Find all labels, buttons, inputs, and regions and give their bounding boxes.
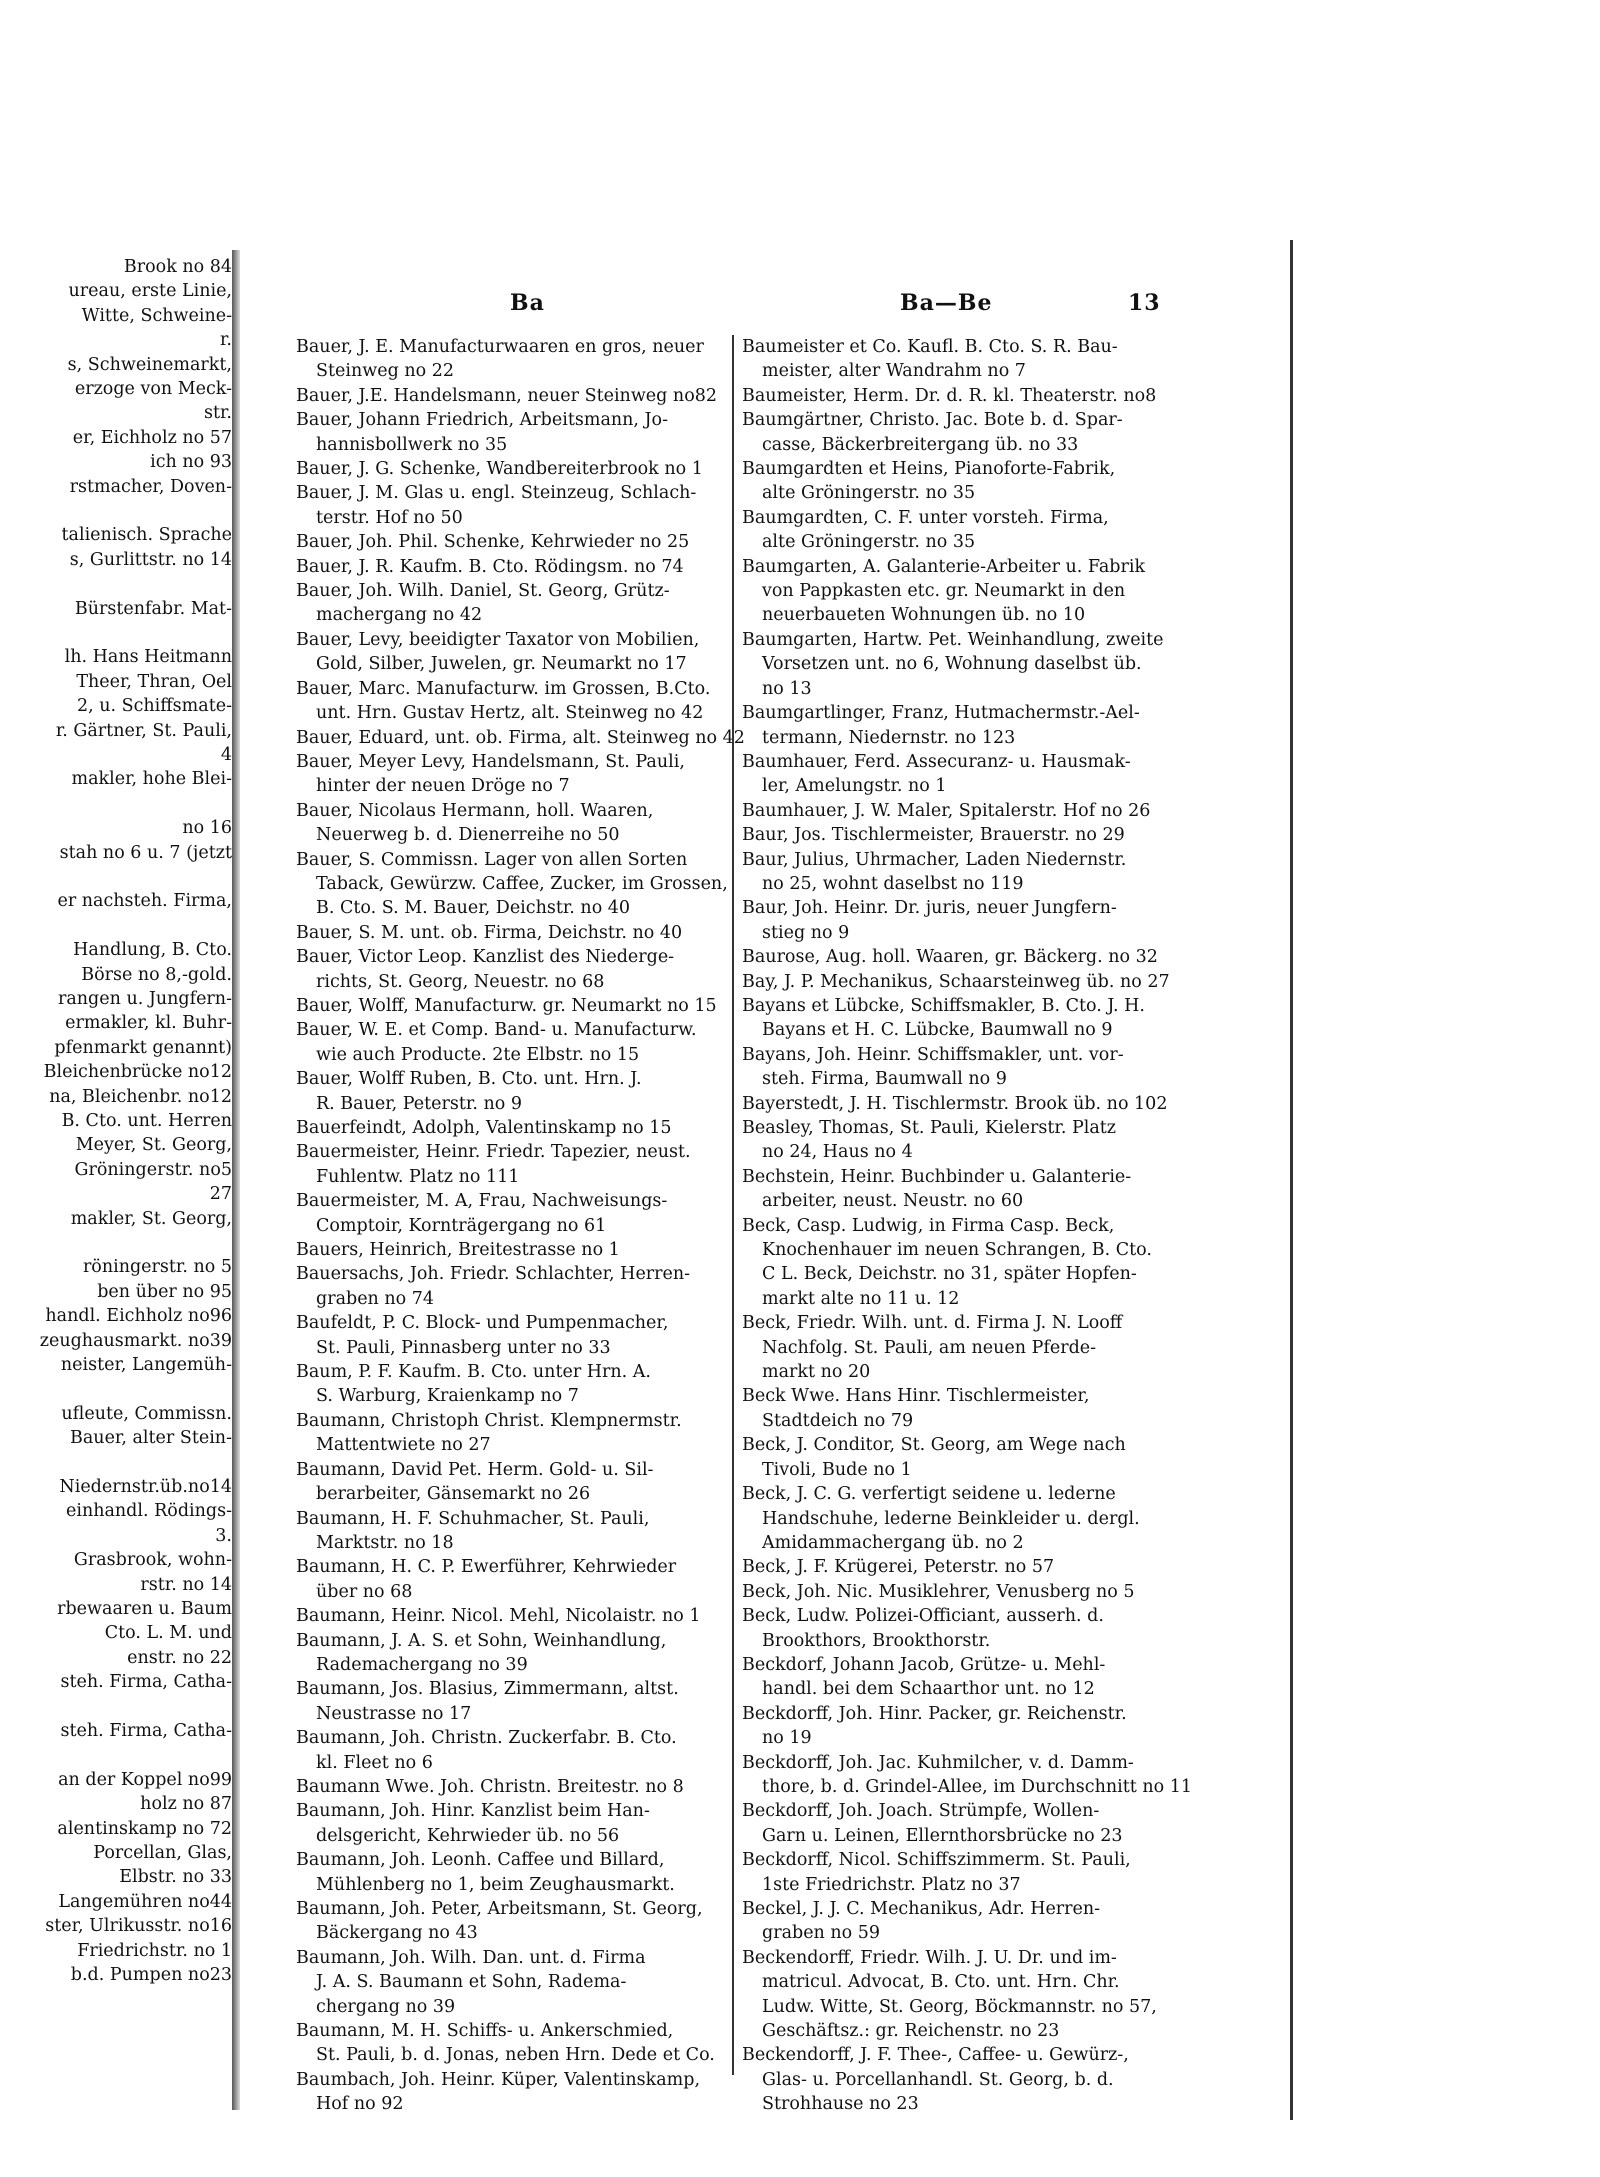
- directory-entry: [296, 1604, 756, 1628]
- left-fragment-line: b.d. Pumpen no23: [70, 1965, 232, 1985]
- entry-continuation-line: Comptoir, Kornträgergang no 61: [316, 1215, 607, 1236]
- directory-entry: [296, 628, 756, 677]
- entry-first-line: Bauer, Levy, beeidigter Taxator von Mobilien,: [296, 629, 700, 650]
- entry-first-line: Baumann, H. F. Schuhmacher, St. Pauli,: [296, 1508, 650, 1529]
- directory-column-left: [296, 335, 756, 2117]
- left-fragment-line: rstr. no 14: [140, 1574, 232, 1595]
- entry-first-line: Beckendorff, Friedr. Wilh. J. U. Dr. und im-: [742, 1947, 1117, 1968]
- directory-entry: [296, 799, 756, 848]
- entry-first-line: Bauer, W. E. et Comp. Band- u. Manufacturw.: [296, 1020, 697, 1041]
- entry-first-line: Bauerfeindt, Adolph, Valentinskamp no 15: [296, 1118, 672, 1138]
- entry-first-line: Baur, Joh. Heinr. Dr. juris, neuer Jungfern-: [742, 898, 1117, 919]
- entry-first-line: Bauer, S. M. unt. ob. Firma, Deichstr. no 40: [296, 922, 683, 943]
- left-fragment-line: ster, Ulrikusstr. no16: [45, 1916, 232, 1937]
- directory-entry: [742, 1604, 1202, 1653]
- entry-first-line: Beck, J. C. G. verfertigt seidene u. lederne: [742, 1484, 1116, 1505]
- directory-entry: [742, 1384, 1202, 1433]
- entry-continuation-line: termann, Niedernstr. no 123: [762, 727, 1016, 748]
- left-fragment-line: B. Cto. unt. Herren: [61, 1111, 232, 1131]
- entry-continuation-line: Stadtdeich no 79: [762, 1410, 914, 1431]
- entry-first-line: Bauermeister, M. A, Frau, Nachweisungs-: [296, 1191, 668, 1212]
- left-fragment-line: Niedernstr.üb.no14: [59, 1477, 232, 1497]
- left-fragment-line: s, Schweinemarkt,: [67, 354, 232, 375]
- entry-continuation-line: Taback, Gewürzw. Caffee, Zucker, im Grossen,: [316, 873, 728, 894]
- entry-first-line: Bauer, Johann Friedrich, Arbeitsmann, Jo-: [296, 410, 669, 431]
- entry-continuation-line: C L. Beck, Deichstr. no 31, später Hopfen-: [762, 1264, 1137, 1285]
- directory-entry: [296, 677, 756, 726]
- directory-entry: [296, 848, 756, 921]
- directory-column-right: [732, 335, 1202, 2115]
- directory-entry: [296, 1726, 756, 1775]
- left-fragment-line: r.: [219, 330, 232, 351]
- directory-entry: [296, 750, 756, 799]
- directory-entry: [296, 408, 756, 457]
- directory-entry: [296, 1555, 756, 1604]
- header-right: Ba—Be: [900, 290, 993, 316]
- entry-continuation-line: chergang no 39: [316, 1996, 456, 2017]
- left-fragment-line: 27: [209, 1184, 232, 1205]
- entry-continuation-line: ler, Amelungstr. no 1: [762, 776, 947, 797]
- entry-first-line: Baumann, David Pet. Herm. Gold- u. Sil-: [296, 1459, 654, 1480]
- directory-entry: [296, 921, 756, 945]
- directory-entry: [742, 1653, 1202, 1702]
- entry-first-line: Baumgardten, C. F. unter vorsteh. Firma,: [742, 507, 1109, 528]
- left-fragment-line: enstr. no 22: [127, 1647, 232, 1668]
- left-fragment-line: Witte, Schweine-: [81, 305, 232, 326]
- entry-first-line: Baur, Jos. Tischlermeister, Brauerstr. no 29: [742, 825, 1125, 846]
- entry-continuation-line: delsgericht, Kehrwieder üb. no 56: [316, 1825, 620, 1846]
- directory-entry: [742, 1043, 1202, 1092]
- directory-entry: [742, 750, 1202, 799]
- entry-first-line: Bauer, J. G. Schenke, Wandbereiterbrook no 1: [296, 459, 703, 480]
- entry-continuation-line: 1ste Friedrichstr. Platz no 37: [762, 1874, 1021, 1895]
- entry-continuation-line: no 24, Haus no 4: [762, 1142, 913, 1163]
- left-fragment-line: 2, u. Schiffsmate-: [76, 696, 232, 717]
- left-fragment-line: einhandl. Rödings-: [65, 1501, 232, 1522]
- entry-first-line: Baumgardten et Heins, Pianoforte-Fabrik,: [742, 459, 1116, 480]
- entry-first-line: Baumgarten, Hartw. Pet. Weinhandlung, zweite: [742, 629, 1164, 650]
- entry-continuation-line: von Pappkasten etc. gr. Neumarkt in den: [762, 581, 1126, 602]
- directory-entry: [742, 1751, 1202, 1800]
- directory-entry: [742, 384, 1202, 408]
- left-fragment-line: ben über no 95: [97, 1281, 232, 1302]
- directory-entry: [296, 1238, 756, 1262]
- left-fragment-line: Meyer, St. Georg,: [75, 1135, 232, 1156]
- entry-first-line: Bayans, Joh. Heinr. Schiffsmakler, unt. vor-: [742, 1044, 1124, 1065]
- left-fragment-line: ich no 93: [150, 452, 232, 473]
- directory-entry: [742, 1433, 1202, 1482]
- entry-continuation-line: machergang no 42: [316, 605, 483, 626]
- entry-continuation-line: meister, alter Wandrahm no 7: [762, 361, 1026, 382]
- directory-entry: [296, 1360, 756, 1409]
- entry-first-line: Beckel, J. J. C. Mechanikus, Adr. Herren-: [742, 1899, 1101, 1919]
- entry-continuation-line: alte Gröningerstr. no 35: [762, 483, 976, 504]
- entry-continuation-line: markt no 20: [762, 1362, 871, 1383]
- left-fragment-line: ermakler, kl. Buhr-: [65, 1013, 232, 1034]
- entry-first-line: Bauer, S. Commissn. Lager von allen Sorten: [296, 849, 688, 870]
- directory-entry: [742, 1848, 1202, 1897]
- entry-first-line: Bauermeister, Heinr. Friedr. Tapezier, neust.: [296, 1142, 691, 1163]
- entry-continuation-line: handl. bei dem Schaarthor unt. no 12: [762, 1679, 1095, 1700]
- entry-continuation-line: Mühlenberg no 1, beim Zeughausmarkt.: [316, 1874, 675, 1895]
- entry-continuation-line: Hof no 92: [316, 2094, 404, 2115]
- entry-first-line: Bauer, Wolff Ruben, B. Cto. unt. Hrn. J.: [296, 1069, 642, 1090]
- entry-first-line: Baumhauer, J. W. Maler, Spitalerstr. Hof no 26: [742, 800, 1151, 821]
- directory-entry: [296, 1799, 756, 1848]
- left-fragment-line: 3.: [215, 1525, 232, 1546]
- left-fragment-line: Theer, Thran, Oel: [76, 671, 232, 692]
- entry-continuation-line: S. Warburg, Kraienkamp no 7: [316, 1386, 579, 1407]
- entry-first-line: Baumann, H. C. P. Ewerführer, Kehrwieder: [296, 1557, 677, 1578]
- entry-first-line: Beck, Ludw. Polizei-Officiant, ausserh. d.: [742, 1606, 1104, 1627]
- entry-first-line: Baumbach, Joh. Heinr. Küper, Valentinskamp,: [296, 2069, 701, 2090]
- directory-entry: [742, 1897, 1202, 1946]
- entry-continuation-line: casse, Bäckerbreitergang üb. no 33: [762, 434, 1079, 455]
- entry-continuation-line: no 19: [762, 1728, 812, 1749]
- left-fragment-line: Grasbrook, wohn-: [73, 1550, 232, 1571]
- entry-continuation-line: Brookthors, Brookthorstr.: [762, 1630, 991, 1651]
- entry-first-line: Baumann, Christoph Christ. Klempnermstr.: [296, 1410, 682, 1431]
- directory-entry: [742, 457, 1202, 506]
- left-fragment-line: Brook no 84: [123, 257, 232, 277]
- entry-continuation-line: matricul. Advocat, B. Cto. unt. Hrn. Chr.: [762, 1972, 1120, 1993]
- entry-first-line: Bauer, Meyer Levy, Handelsmann, St. Pauli,: [296, 751, 685, 772]
- directory-entry: [296, 1067, 756, 1116]
- left-fragment-line: rstmacher, Doven-: [69, 476, 232, 497]
- directory-entry: [742, 1580, 1202, 1604]
- entry-continuation-line: Geschäftsz.: gr. Reichenstr. no 23: [762, 2021, 1060, 2042]
- left-fragment-line: röningerstr. no 5: [82, 1257, 232, 1278]
- entry-first-line: Beasley, Thomas, St. Pauli, Kielerstr. Platz: [742, 1118, 1117, 1138]
- entry-first-line: Beckdorf, Johann Jacob, Grütze- u. Mehl-: [742, 1654, 1106, 1675]
- entry-first-line: Bechstein, Heinr. Buchbinder u. Galanterie-: [742, 1166, 1132, 1187]
- entry-first-line: Bauer, Joh. Phil. Schenke, Kehrwieder no 25: [296, 532, 690, 553]
- directory-entry: [742, 1482, 1202, 1555]
- entry-first-line: Baur, Julius, Uhrmacher, Laden Niedernstr.: [742, 849, 1127, 870]
- directory-entry: [742, 2043, 1202, 2116]
- directory-entry: [742, 848, 1202, 897]
- directory-entry: [742, 1165, 1202, 1214]
- entry-first-line: Baumann, J. A. S. et Sohn, Weinhandlung,: [296, 1630, 667, 1651]
- entry-continuation-line: Glas- u. Porcellanhandl. St. Georg, b. d.: [762, 2069, 1114, 2090]
- left-fragment-line: r. Gärtner, St. Pauli,: [55, 720, 232, 741]
- left-fragment-line: Friedrichstr. no 1: [77, 1940, 232, 1961]
- entry-first-line: Beck Wwe. Hans Hinr. Tischlermeister,: [742, 1386, 1090, 1407]
- left-fragment-line: Handlung, B. Cto.: [73, 940, 232, 961]
- left-fragment-line: Cto. L. M. und: [104, 1623, 232, 1644]
- entry-first-line: Baumann, Heinr. Nicol. Mehl, Nicolaistr. no 1: [296, 1606, 701, 1627]
- entry-first-line: Beck, J. F. Krügerei, Peterstr. no 57: [742, 1557, 1055, 1578]
- entry-continuation-line: Strohhause no 23: [762, 2094, 919, 2115]
- entry-continuation-line: Bayans et H. C. Lübcke, Baumwall no 9: [762, 1020, 1113, 1041]
- left-fragment-line: Elbstr. no 33: [119, 1867, 232, 1888]
- entry-first-line: Baumann Wwe. Joh. Christn. Breitestr. no 8: [296, 1776, 684, 1797]
- entry-continuation-line: St. Pauli, Pinnasberg unter no 33: [316, 1337, 611, 1358]
- entry-first-line: Bauer, Wolff, Manufacturw. gr. Neumarkt no 15: [296, 995, 717, 1016]
- directory-entry: [296, 457, 756, 481]
- entry-continuation-line: Neustrasse no 17: [316, 1703, 472, 1724]
- entry-continuation-line: neuerbaueten Wohnungen üb. no 10: [762, 605, 1086, 626]
- entry-continuation-line: über no 68: [316, 1581, 413, 1602]
- entry-continuation-line: Marktstr. no 18: [316, 1532, 454, 1553]
- entry-continuation-line: Mattentwiete no 27: [316, 1435, 491, 1456]
- entry-continuation-line: kl. Fleet no 6: [316, 1752, 433, 1773]
- entry-continuation-line: hinter der neuen Dröge no 7: [316, 776, 570, 797]
- directory-entry: [742, 408, 1202, 457]
- entry-first-line: Beckendorff, J. F. Thee-, Caffee- u. Gewürz-,: [742, 2045, 1129, 2066]
- directory-entry: [296, 1677, 756, 1726]
- directory-entry: [742, 555, 1202, 628]
- left-fragment-line: Börse no 8,-gold.: [81, 964, 232, 985]
- left-fragment-line: erzoge von Meck-: [74, 379, 232, 399]
- entry-continuation-line: Knochenhauer im neuen Schrangen, B. Cto.: [762, 1240, 1152, 1261]
- directory-entry: [742, 1799, 1202, 1848]
- left-fragment-line: s, Gurlittstr. no 14: [69, 549, 232, 570]
- entry-first-line: Bayerstedt, J. H. Tischlermstr. Brook üb. no 102: [742, 1093, 1168, 1114]
- entry-continuation-line: Fuhlentw. Platz no 111: [316, 1166, 520, 1187]
- directory-entry: [296, 2068, 756, 2117]
- left-fragment-line: steh. Firma, Catha-: [60, 1721, 232, 1741]
- left-fragment-line: pfenmarkt genannt): [54, 1037, 232, 1058]
- entry-continuation-line: terstr. Hof no 50: [316, 507, 463, 528]
- directory-entry: [296, 1946, 756, 2019]
- entry-continuation-line: Amidammachergang üb. no 2: [762, 1532, 1024, 1553]
- entry-first-line: Beck, Friedr. Wilh. unt. d. Firma J. N. Looff: [742, 1313, 1123, 1334]
- entry-continuation-line: Handschuhe, lederne Beinkleider u. dergl.: [762, 1508, 1140, 1529]
- entry-continuation-line: J. A. S. Baumann et Sohn, Radema-: [316, 1972, 627, 1993]
- directory-entry: [296, 384, 756, 408]
- directory-entry: [296, 945, 756, 994]
- directory-entry: [296, 1507, 756, 1556]
- entry-first-line: Baumgartlinger, Franz, Hutmachermstr.-Ael-: [742, 703, 1140, 724]
- entry-first-line: Baufeldt, P. C. Block- und Pumpenmacher,: [296, 1313, 669, 1334]
- entry-continuation-line: Bäckergang no 43: [316, 1923, 478, 1944]
- directory-entry: [742, 1946, 1202, 2044]
- left-fragment-line: Porcellan, Glas,: [93, 1843, 232, 1863]
- entry-continuation-line: Tivoli, Bude no 1: [762, 1459, 912, 1480]
- entry-first-line: Beck, Joh. Nic. Musiklehrer, Venusberg no 5: [742, 1581, 1135, 1602]
- entry-first-line: Beck, Casp. Ludwig, in Firma Casp. Beck,: [742, 1215, 1115, 1236]
- left-fragment-line: ureau, erste Linie,: [68, 281, 232, 302]
- directory-entry: [742, 1702, 1202, 1751]
- entry-continuation-line: markt alte no 11 u. 12: [762, 1288, 960, 1309]
- entry-continuation-line: berarbeiter, Gänsemarkt no 26: [316, 1484, 591, 1505]
- entry-continuation-line: Rademachergang no 39: [316, 1654, 528, 1675]
- left-fragment-line: makler, St. Georg,: [70, 1208, 232, 1229]
- entry-first-line: Baumeister, Herm. Dr. d. R. kl. Theaterstr. no8: [742, 385, 1157, 406]
- left-fragment-line: alentinskamp no 72: [57, 1818, 232, 1839]
- entry-first-line: Bauer, J. R. Kaufm. B. Cto. Rödingsm. no 74: [296, 556, 684, 577]
- directory-entry: [296, 1897, 756, 1946]
- directory-entry: [742, 335, 1202, 384]
- left-fragment-line: steh. Firma, Catha-: [60, 1672, 232, 1693]
- entry-continuation-line: graben no 59: [762, 1923, 881, 1944]
- left-fragment-line: Bauer, alter Stein-: [70, 1428, 232, 1449]
- entry-first-line: Bauersachs, Joh. Friedr. Schlachter, Herren-: [296, 1264, 691, 1285]
- entry-first-line: Baumgärtner, Christo. Jac. Bote b. d. Spar-: [742, 410, 1123, 431]
- header-left: Ba: [510, 290, 545, 316]
- left-fragment-line: ufleute, Commissn.: [61, 1403, 232, 1424]
- left-fragment-line: Bürstenfabr. Mat-: [74, 598, 232, 619]
- entry-first-line: Bauer, Eduard, unt. ob. Firma, alt. Steinweg no 42: [296, 727, 745, 748]
- entry-continuation-line: no 13: [762, 678, 812, 699]
- entry-first-line: Baumgarten, A. Galanterie-Arbeiter u. Fabrik: [742, 556, 1146, 577]
- left-fragment-line: Bleichenbrücke no12: [43, 1062, 232, 1083]
- left-fragment-line: er nachsteh. Firma,: [57, 891, 232, 912]
- entry-continuation-line: alte Gröningerstr. no 35: [762, 532, 976, 553]
- entry-first-line: Beckdorff, Nicol. Schiffszimmerm. St. Pauli,: [742, 1850, 1131, 1871]
- directory-entry: [742, 1555, 1202, 1579]
- directory-entry: [296, 1262, 756, 1311]
- entry-first-line: Bauer, Victor Leop. Kanzlist des Niederge-: [296, 947, 675, 968]
- left-fragment-line: lh. Hans Heitmann: [64, 647, 232, 668]
- directory-entry: [296, 555, 756, 579]
- entry-first-line: Beckdorff, Joh. Jac. Kuhmilcher, v. d. Damm-: [742, 1752, 1134, 1773]
- entry-continuation-line: wie auch Producte. 2te Elbstr. no 15: [316, 1044, 640, 1065]
- entry-continuation-line: richts, St. Georg, Neuestr. no 68: [316, 971, 605, 992]
- directory-entry: [296, 1140, 756, 1189]
- entry-first-line: Baumann, Joh. Peter, Arbeitsmann, St. Georg,: [296, 1899, 703, 1919]
- entry-first-line: Bauers, Heinrich, Breitestrasse no 1: [296, 1240, 620, 1261]
- left-fragment-line: stah no 6 u. 7 (jetzt: [59, 842, 232, 863]
- directory-entry: [296, 335, 756, 384]
- entry-continuation-line: Garn u. Leinen, Ellernthorsbrücke no 23: [762, 1825, 1123, 1846]
- entry-continuation-line: hannisbollwerk no 35: [316, 434, 508, 455]
- left-fragment-line: Langemühren no44: [58, 1891, 232, 1912]
- entry-continuation-line: St. Pauli, b. d. Jonas, neben Hrn. Dede et Co.: [316, 2045, 715, 2066]
- left-page-fragment: [0, 255, 234, 2105]
- directory-entry: [296, 1775, 756, 1799]
- entry-first-line: Bayans et Lübcke, Schiffsmakler, B. Cto. J. H.: [742, 995, 1145, 1016]
- directory-entry: [742, 994, 1202, 1043]
- left-fragment-line: holz no 87: [140, 1794, 232, 1815]
- directory-entry: [742, 799, 1202, 823]
- directory-entry: [296, 726, 756, 750]
- entry-first-line: Baumeister et Co. Kaufl. B. Cto. S. R. Bau-: [742, 337, 1118, 357]
- entry-first-line: Bauer, J. M. Glas u. engl. Steinzeug, Schlach-: [296, 483, 697, 504]
- left-fragment-line: neister, Langemüh-: [60, 1355, 232, 1375]
- entry-first-line: Beckdorff, Joh. Hinr. Packer, gr. Reichenstr.: [742, 1703, 1127, 1724]
- entry-continuation-line: Gold, Silber, Juwelen, gr. Neumarkt no 17: [316, 654, 687, 675]
- directory-entry: [742, 701, 1202, 750]
- directory-entry: [296, 1189, 756, 1238]
- left-fragment-line: Gröningerstr. no5: [74, 1159, 232, 1180]
- directory-entry: [742, 1311, 1202, 1384]
- directory-entry: [296, 1458, 756, 1507]
- entry-first-line: Baumann, Joh. Leonh. Caffee und Billard,: [296, 1850, 665, 1871]
- directory-entry: [742, 945, 1202, 969]
- entry-first-line: Baumann, Jos. Blasius, Zimmermann, altst.: [296, 1679, 679, 1700]
- entry-first-line: Beck, J. Conditor, St. Georg, am Wege nach: [742, 1435, 1126, 1456]
- directory-entry: [296, 481, 756, 530]
- entry-first-line: Bay, J. P. Mechanikus, Schaarsteinweg üb. no 27: [742, 971, 1170, 992]
- left-fragment-line: no 16: [182, 818, 232, 839]
- directory-entry: [296, 1311, 756, 1360]
- entry-continuation-line: Ludw. Witte, St. Georg, Böckmannstr. no 57,: [762, 1996, 1157, 2017]
- entry-first-line: Bauer, J.E. Handelsmann, neuer Steinweg no82: [296, 385, 718, 406]
- directory-entry: [742, 1092, 1202, 1116]
- entry-first-line: Bauer, J. E. Manufacturwaaren en gros, neuer: [296, 337, 704, 357]
- left-fragment-line: na, Bleichenbr. no12: [49, 1086, 232, 1107]
- left-fragment-line: talienisch. Sprache: [61, 525, 232, 546]
- entry-first-line: Baum, P. F. Kaufm. B. Cto. unter Hrn. A.: [296, 1362, 651, 1383]
- entry-continuation-line: Vorsetzen unt. no 6, Wohnung daselbst üb.: [762, 654, 1142, 675]
- directory-entry: [296, 2019, 756, 2068]
- page-number: 13: [1128, 290, 1161, 316]
- directory-entry: [296, 1116, 756, 1140]
- entry-continuation-line: thore, b. d. Grindel-Allee, im Durchschnitt no 11: [762, 1776, 1192, 1797]
- entry-continuation-line: steh. Firma, Baumwall no 9: [762, 1069, 1007, 1090]
- entry-continuation-line: unt. Hrn. Gustav Hertz, alt. Steinweg no 42: [316, 703, 704, 724]
- entry-continuation-line: Steinweg no 22: [316, 361, 454, 382]
- entry-continuation-line: no 25, wohnt daselbst no 119: [762, 873, 1024, 894]
- left-fragment-line: handl. Eichholz no96: [45, 1306, 232, 1327]
- entry-continuation-line: R. Bauer, Peterstr. no 9: [316, 1093, 522, 1114]
- directory-entry: [742, 823, 1202, 847]
- entry-continuation-line: stieg no 9: [762, 922, 850, 943]
- left-fragment-line: 4: [220, 745, 232, 765]
- entry-first-line: Baumann, M. H. Schiffs- u. Ankerschmied,: [296, 2021, 674, 2042]
- directory-entry: [296, 1848, 756, 1897]
- entry-continuation-line: B. Cto. S. M. Bauer, Deichstr. no 40: [316, 898, 631, 919]
- left-fragment-line: er, Eichholz no 57: [72, 427, 232, 448]
- directory-entry: [742, 506, 1202, 555]
- directory-entry: [296, 994, 756, 1018]
- entry-first-line: Beckdorff, Joh. Joach. Strümpfe, Wollen-: [742, 1801, 1100, 1822]
- directory-entry: [742, 628, 1202, 701]
- entry-first-line: Bauer, Nicolaus Hermann, holl. Waaren,: [296, 800, 654, 821]
- directory-entry: [296, 1018, 756, 1067]
- entry-continuation-line: Nachfolg. St. Pauli, am neuen Pferde-: [762, 1337, 1097, 1358]
- directory-entry: [296, 579, 756, 628]
- left-fragment-line: makler, hohe Blei-: [71, 769, 232, 790]
- entry-first-line: Baurose, Aug. holl. Waaren, gr. Bäckerg. no 32: [742, 947, 1158, 968]
- left-fragment-line: str.: [203, 403, 232, 424]
- directory-entry: [742, 896, 1202, 945]
- left-fragment-line: an der Koppel no99: [58, 1769, 232, 1790]
- left-fragment-line: zeughausmarkt. no39: [39, 1330, 232, 1351]
- entry-continuation-line: Neuerweg b. d. Dienerreihe no 50: [316, 825, 620, 846]
- book-gutter: [232, 250, 240, 2110]
- entry-first-line: Baumann, Joh. Christn. Zuckerfabr. B. Cto.: [296, 1728, 677, 1749]
- entry-first-line: Baumann, Joh. Wilh. Dan. unt. d. Firma: [296, 1947, 646, 1968]
- directory-entry: [296, 1629, 756, 1678]
- directory-entry: [742, 970, 1202, 994]
- entry-continuation-line: graben no 74: [316, 1288, 435, 1309]
- entry-first-line: Bauer, Joh. Wilh. Daniel, St. Georg, Grütz-: [296, 581, 670, 602]
- entry-first-line: Baumhauer, Ferd. Assecuranz- u. Hausmak-: [742, 751, 1131, 772]
- entry-first-line: Baumann, Joh. Hinr. Kanzlist beim Han-: [296, 1801, 650, 1822]
- directory-entry: [742, 1116, 1202, 1165]
- directory-entry: [742, 1214, 1202, 1312]
- right-page: [240, 240, 1293, 2120]
- left-fragment-line: rbewaaren u. Baum: [57, 1599, 232, 1619]
- directory-entry: [296, 1409, 756, 1458]
- entry-continuation-line: arbeiter, neust. Neustr. no 60: [762, 1191, 1024, 1212]
- directory-entry: [296, 530, 756, 554]
- entry-first-line: Bauer, Marc. Manufacturw. im Grossen, B.Cto.: [296, 678, 711, 699]
- left-fragment-line: rangen u. Jungfern-: [57, 989, 232, 1009]
